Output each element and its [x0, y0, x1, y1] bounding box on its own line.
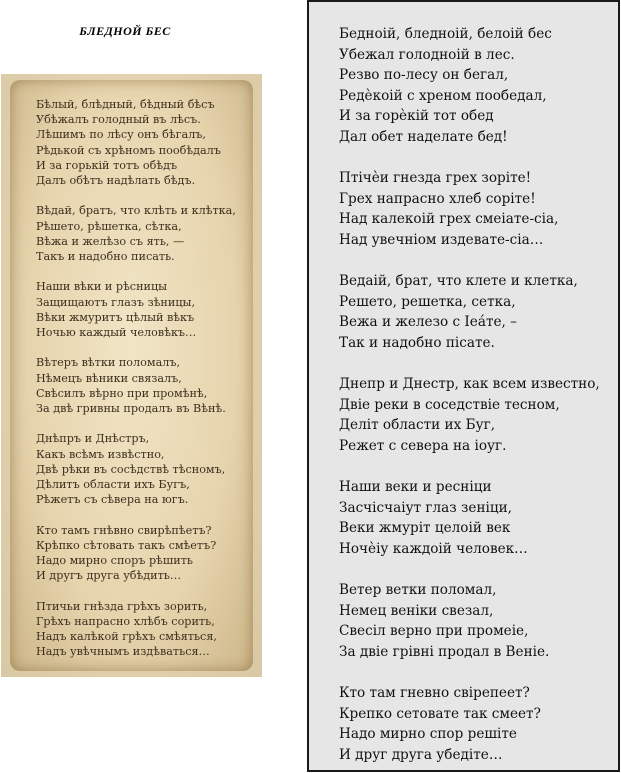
- modern-poem-line: Над калекоій грех смеіате-сіа,: [339, 211, 559, 228]
- modern-poem-stanza: [339, 24, 619, 148]
- old-poem-line: Надъ калѣкой грѣхъ смѣяться,: [36, 630, 217, 644]
- old-poem-line: Кто тамъ гнѣвно свирѣпѣетъ?: [36, 523, 212, 537]
- old-poem-line: Надъ увѣчнымъ издѣваться…: [36, 645, 210, 659]
- modern-poem-stanza: [339, 477, 619, 559]
- modern-poem-stanza: [339, 580, 619, 662]
- old-poem-line: За двѣ гривны продалъ въ Вѣнѣ.: [36, 402, 226, 416]
- modern-poem-line: Ночѐіу каждоій человек…: [339, 540, 528, 557]
- modern-poem-line: Над увечніом издевате-сіа…: [339, 231, 544, 248]
- old-poem-line: И за горькій тотъ обѣдъ: [36, 158, 178, 172]
- old-poem-line: Рѣшето, рѣшетка, сѣтка,: [36, 219, 182, 233]
- old-poem-line: Такъ и надобно писать.: [36, 250, 175, 264]
- old-poem-line: Лѣшимъ по лѣсу онъ бѣгалъ,: [36, 128, 206, 142]
- modern-poem-stanza: [339, 271, 619, 353]
- old-poem-line: Какъ всѣмъ извѣстно,: [36, 447, 165, 461]
- modern-poem-line: Днепр и Днестр, как всем известно,: [339, 376, 600, 393]
- modern-poem-line: Крепко сетовате так смеет?: [339, 705, 541, 722]
- modern-poem-line: Так и надобно пісате.: [339, 334, 495, 351]
- modern-poem-line: Засчісчаіут глаз зеніци,: [339, 499, 513, 516]
- old-poem-line: Вѣки жмуритъ цѣлый вѣкъ: [36, 310, 195, 324]
- old-poem-stanza: [36, 523, 258, 584]
- old-poem-line: Вѣтеръ вѣтки поломалъ,: [36, 356, 181, 370]
- poem-title: БЛЕДНОЙ БЕС: [79, 24, 171, 38]
- old-poem-stanza: [36, 203, 258, 264]
- modern-poem-line: Наши веки и ресніци: [339, 479, 492, 496]
- modern-poem-stanza: [339, 374, 619, 456]
- old-poem-line: И другъ друга убѣдить…: [36, 569, 182, 583]
- old-poem-line: Защищаютъ глазъ зѣницы,: [36, 295, 196, 309]
- old-poem-stanza: [36, 97, 258, 188]
- old-poem-line: Свѣсилъ вѣрно при промѣнѣ,: [36, 386, 208, 400]
- modern-poem-line: Немец веніки свезал,: [339, 602, 494, 619]
- old-poem-line: Убѣжалъ голодный въ лѣсъ.: [36, 113, 201, 127]
- modern-poem-line: Двіе реки в соседствіе тесном,: [339, 396, 560, 413]
- old-poem-line: Двѣ рѣки въ сосѣдствѣ тѣсномъ,: [36, 462, 226, 476]
- modern-poem-line: Птічѐи гнезда грех зоріте!: [339, 170, 532, 187]
- modern-poem-line: Редѐкоій с хреном пообедал,: [339, 87, 547, 104]
- modern-poem-line: Резво по-лесу он бегал,: [339, 67, 509, 84]
- modern-poem-line: Кто там гневно свірепеет?: [339, 685, 530, 701]
- modern-poem-line: Веки жмуріт целоій век: [339, 520, 511, 537]
- old-poem-line: Далъ обѣтъ надѣлать бѣдъ.: [36, 174, 196, 188]
- modern-transliteration-text: [339, 24, 619, 773]
- old-poem-stanza: [36, 599, 258, 660]
- modern-poem-line: Дал обет наделате бед!: [339, 128, 508, 145]
- modern-poem-stanza: [339, 683, 619, 765]
- old-poem-line: Наши вѣки и рѣсницы: [36, 280, 168, 294]
- old-poem-line: Вѣжа и желѣзо съ ять, —: [36, 234, 185, 248]
- modern-poem-line: Режет с севера на іоуг.: [339, 437, 507, 454]
- modern-poem-line: Вежа и железо с Іеáте, –: [339, 314, 517, 331]
- modern-poem-line: Ветер ветки поломал,: [339, 582, 497, 599]
- modern-poem-line: И друг друга убедіте…: [339, 746, 503, 763]
- modern-poem-line: Ведаій, брат, что клете и клетка,: [339, 273, 578, 290]
- old-poem-stanza: [36, 431, 258, 507]
- modern-poem-line: И за горѐкій тот обед: [339, 108, 494, 125]
- old-poem-line: Рѣдькой съ хрѣномъ пообѣдалъ: [36, 143, 221, 157]
- modern-poem-line: Свесіл верно при промеіе,: [339, 623, 529, 640]
- old-poem-line: Грѣхъ напрасно хлѣбъ сорить,: [36, 614, 215, 628]
- old-poem-line: Рѣжетъ съ сѣвера на югъ.: [36, 493, 189, 507]
- modern-poem-line: Деліт области их Буг,: [339, 417, 496, 434]
- pre-reform-poem-text: [36, 97, 258, 675]
- old-poem-stanza: [36, 355, 258, 416]
- modern-poem-line: Бедноій, бледноій, белоій бес: [339, 26, 552, 42]
- old-poem-line: Вѣдай, братъ, что клѣть и клѣтка,: [36, 204, 236, 218]
- old-poem-stanza: [36, 279, 258, 340]
- old-poem-line: Птичьи гнѣзда грѣхъ зорить,: [36, 599, 208, 613]
- old-poem-line: Дѣлитъ области ихъ Бугъ,: [36, 478, 190, 492]
- modern-poem-line: Грех напрасно хлеб соріте!: [339, 190, 536, 207]
- modern-poem-line: Убежал голодноій в лес.: [339, 46, 515, 63]
- old-poem-line: Ночью каждый человѣкъ…: [36, 326, 197, 340]
- modern-poem-line: Надо мирно спор решіте: [339, 726, 517, 743]
- old-poem-line: Нѣмецъ вѣники связалъ,: [36, 371, 182, 385]
- old-poem-line: Надо мирно споръ рѣшить: [36, 554, 194, 568]
- old-poem-line: Крѣпко сѣтовать такъ смѣетъ?: [36, 538, 217, 552]
- modern-poem-line: За двіе грівні продал в Веніе.: [339, 643, 550, 660]
- modern-poem-line: Решето, решетка, сетка,: [339, 293, 516, 310]
- old-poem-line: Бѣлый, блѣдный, бѣдный бѣсъ: [36, 98, 215, 111]
- old-poem-line: Днѣпръ и Днѣстръ,: [36, 432, 150, 446]
- modern-poem-stanza: [339, 168, 619, 250]
